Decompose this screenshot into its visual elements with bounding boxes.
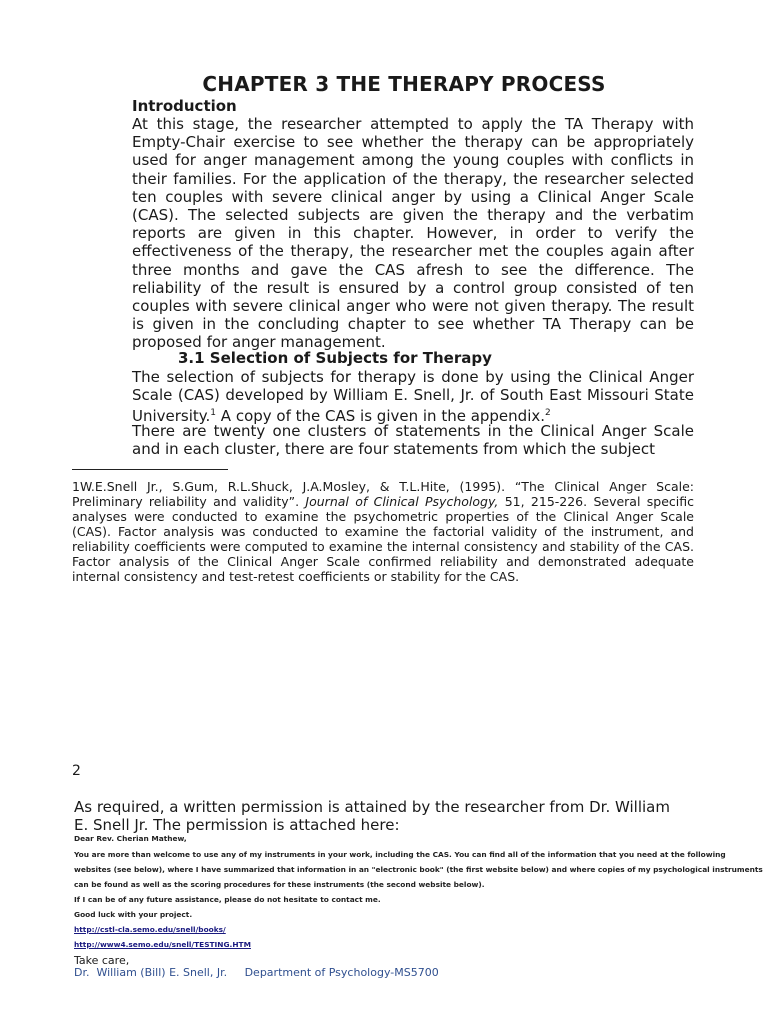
- testing-website-link[interactable]: http://www4.semo.edu/snell/TESTING.HTM: [74, 940, 251, 949]
- section-3-1-text-b: A copy of the CAS is given in the appendix.: [216, 407, 546, 426]
- footnote-lead: 1W.E.Snell Jr., S.Gum, R.L.Shuck, J.A.Mosley, & T.L.Hite, (1995). “The Clinical Anger Scale: Preliminary reliability and validity”.: [72, 479, 694, 509]
- letter-line-2: websites (see below), where I have summarized that information in an "electronic book" (the first website below) and where copies of my psychological instruments: [74, 865, 763, 874]
- footnote-ref-1[interactable]: 1: [210, 408, 217, 419]
- footnote-journal: Journal of Clinical Psychology,: [305, 494, 499, 509]
- section-3-1-heading: 3.1 Selection of Subjects for Therapy: [178, 349, 492, 367]
- letter-link-books: [74, 925, 226, 934]
- permission-paragraph: As required, a written permission is attained by the researcher from Dr. William E. Snell Jr. The permission is attached here:: [74, 798, 670, 834]
- footnote-rest: 51, 215-226. Several specific analyses were conducted to examine the psychometric properties of the Clinical Anger Scale (CAS). Factor analysis was conducted to examine the factorial validity of the instrument, and reliability coefficients were computed to examine the internal consistency and stability of the CAS. Factor analysis of the Clinical Anger Scale confirmed reliability and demonstrated adequate internal consistency and test-retest coefficients or stability for the CAS.: [72, 494, 694, 584]
- section-3-1-text-a: The selection of subjects for therapy is done by using the Clinical Anger Scale (CAS) developed by William E. Snell, Jr. of South East Missouri State University.: [132, 368, 694, 426]
- letter-line-3: can be found as well as the scoring procedures for these instruments (the second website below).: [74, 880, 485, 889]
- letter-line-1: You are more than welcome to use any of my instruments in your work, including the CAS. You can find all of the information that you need at the following: [74, 850, 726, 859]
- chapter-title: CHAPTER 3 THE THERAPY PROCESS: [202, 72, 606, 96]
- letter-link-testing: [74, 940, 251, 949]
- letter-line-5: Good luck with your project.: [74, 910, 193, 919]
- letter-closing: Take care,: [74, 954, 130, 967]
- footnote-1: [72, 479, 694, 584]
- books-website-link[interactable]: http://cstl-cla.semo.edu/snell/books/: [74, 925, 226, 934]
- footnote-ref-2[interactable]: 2: [545, 408, 551, 419]
- footnote-divider: [72, 469, 228, 470]
- introduction-heading: Introduction: [132, 97, 237, 115]
- letter-salutation: Dear Rev. Cherian Mathew,: [74, 834, 187, 843]
- section-3-1-paragraph-2: There are twenty one clusters of statements in the Clinical Anger Scale and in each cluster, there are four statements from which the subject: [132, 422, 694, 459]
- introduction-paragraph: At this stage, the researcher attempted to apply the TA Therapy with Empty-Chair exercise to see whether the therapy can be appropriately used for anger management among the young couples with conflicts in their families. For the application of the therapy, the researcher selected ten couples with severe clinical anger by using a Clinical Anger Scale (CAS). The selected subjects are given the therapy and the verbatim reports are given in this chapter. However, in order to verify the effectiveness of the therapy, the researcher met the couples again after three months and gave the CAS afresh to see the difference. The reliability of the result is ensured by a control group consisted of ten couples with severe clinical anger who were not given therapy. The result is given in the concluding chapter to see whether TA Therapy can be proposed for anger management.: [132, 115, 694, 352]
- page-marker: 2: [72, 763, 81, 779]
- section-3-1-paragraph-1: [132, 368, 694, 426]
- letter-signature: Dr. William (Bill) E. Snell, Jr. Department of Psychology-MS5700: [74, 966, 439, 979]
- letter-line-4: If I can be of any future assistance, please do not hesitate to contact me.: [74, 895, 381, 904]
